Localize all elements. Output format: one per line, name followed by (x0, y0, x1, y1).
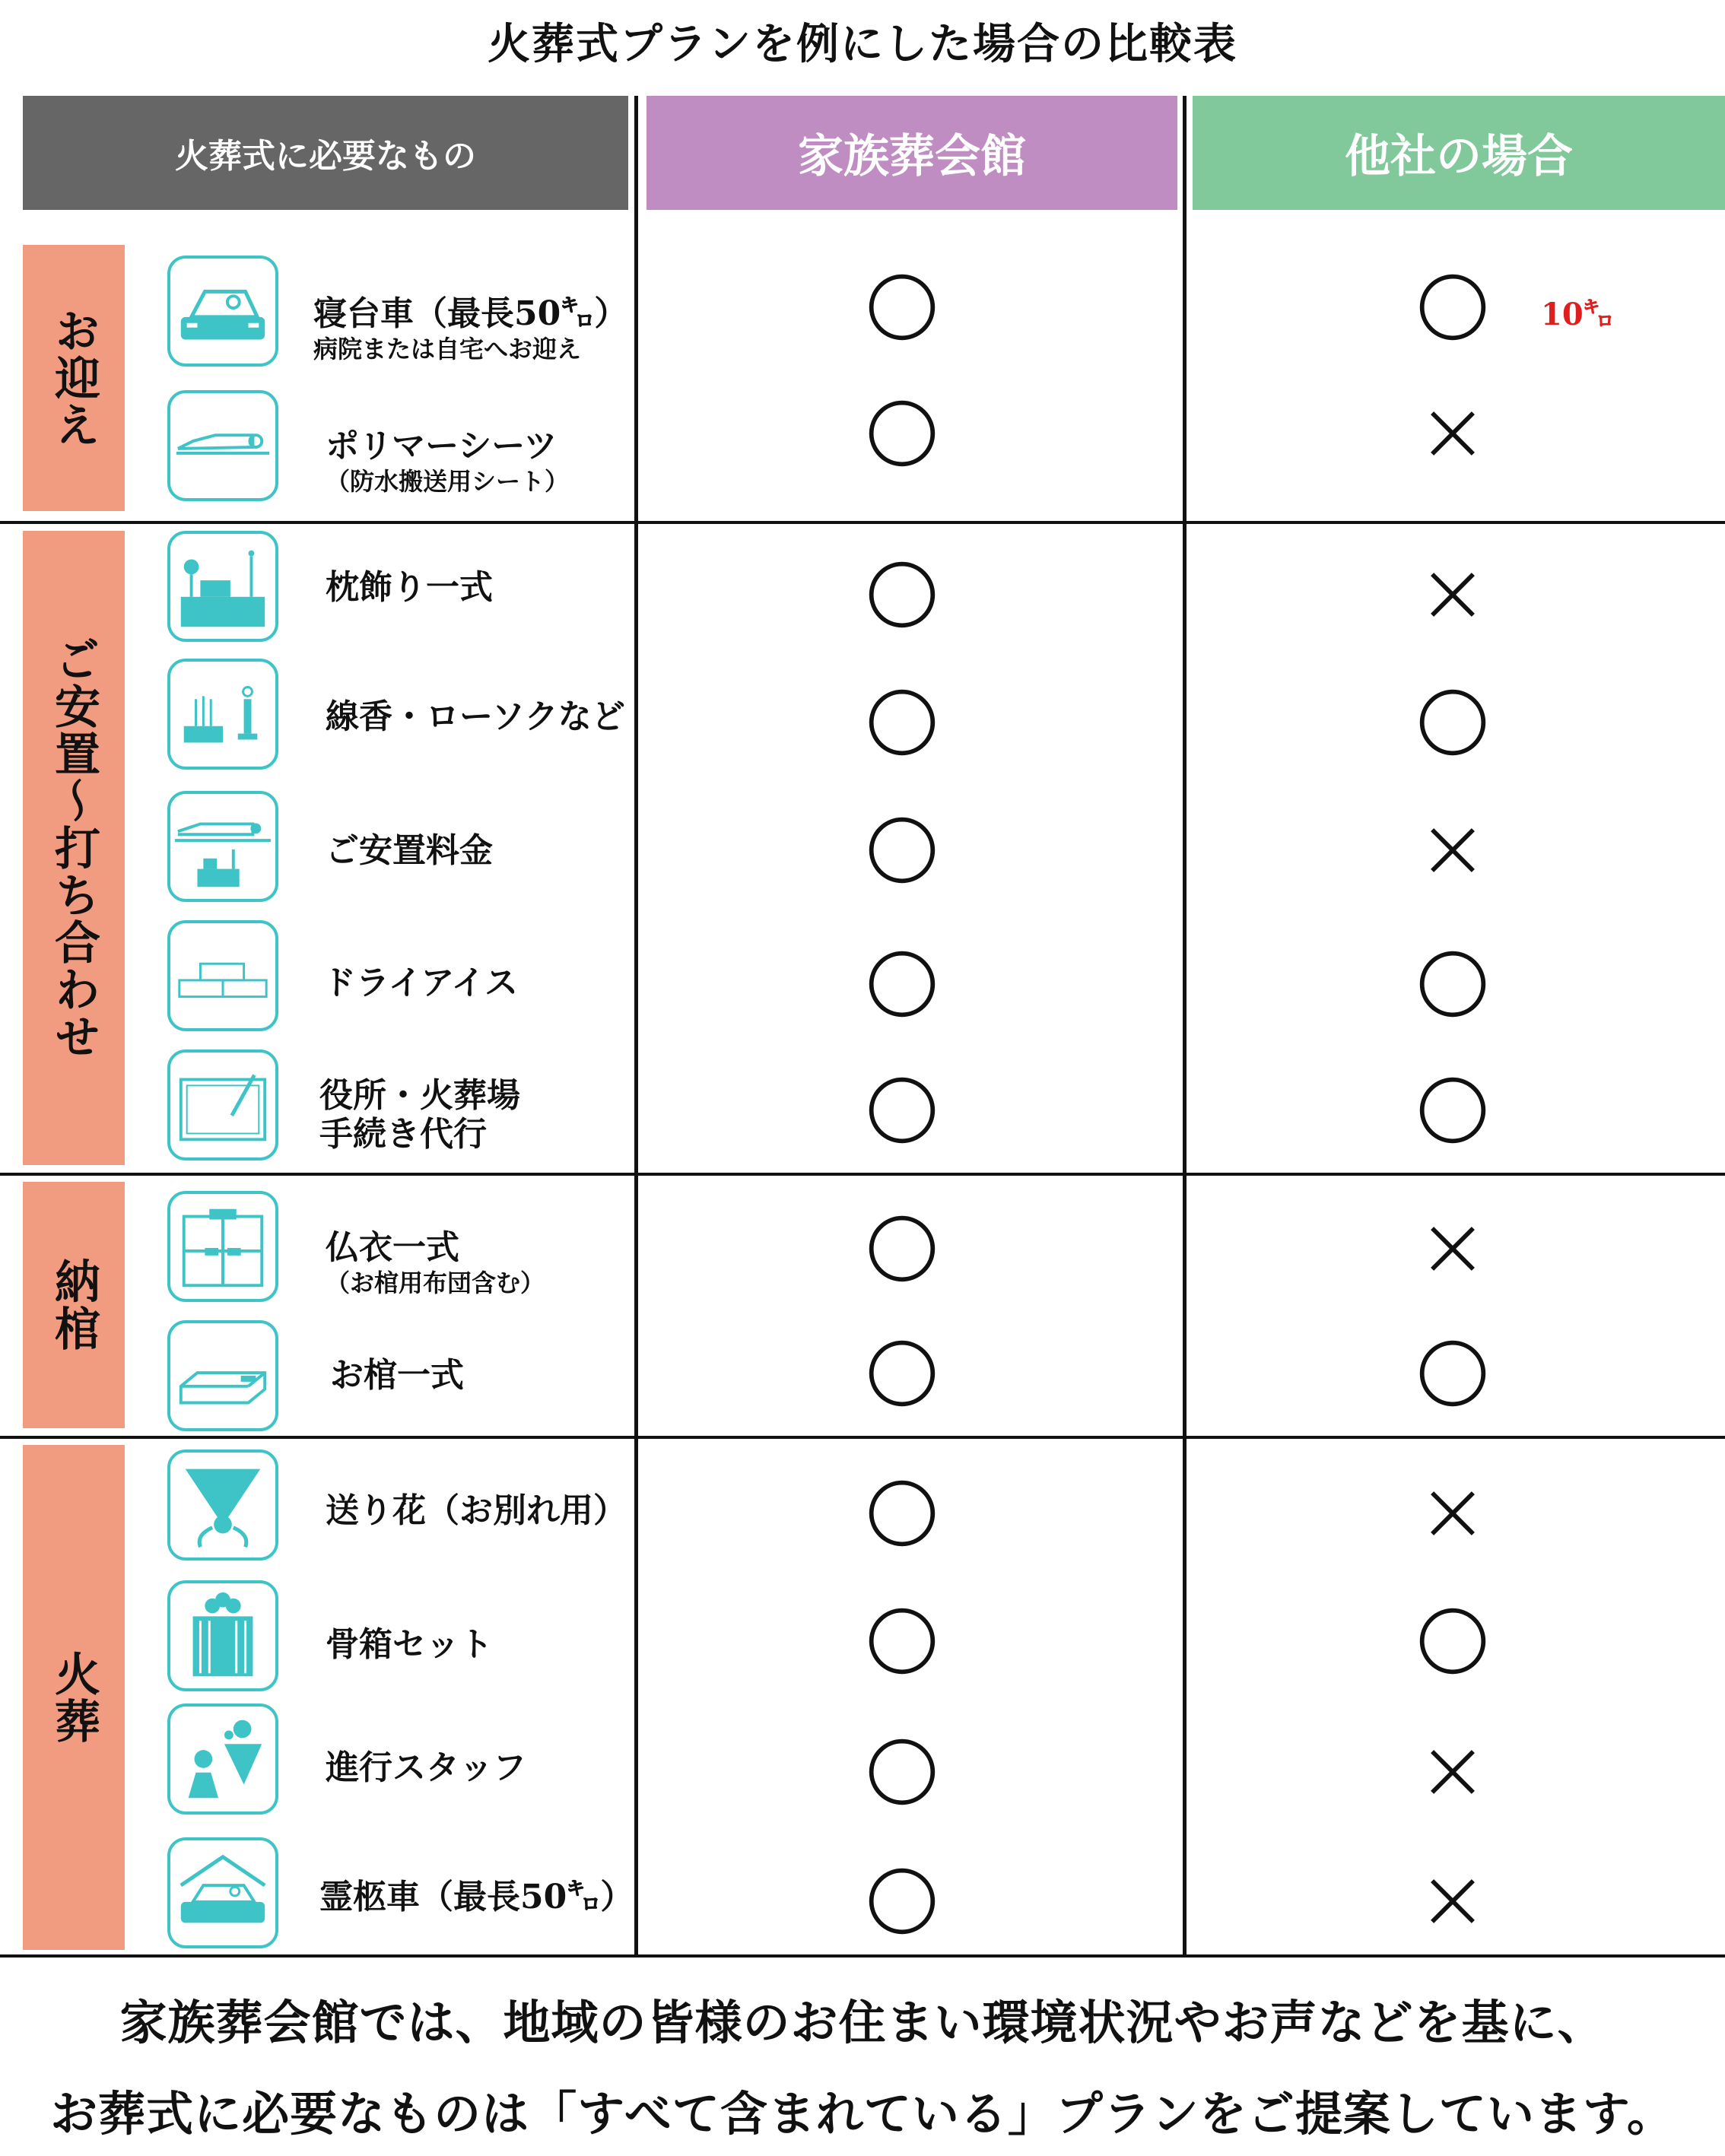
header-others: 他社の場合 (1193, 96, 1725, 210)
others-circle-mark (1416, 271, 1489, 344)
ours-circle-mark (866, 558, 939, 631)
ours-circle-mark (866, 397, 939, 470)
footer-line-1: 家族葬会館では、地域の皆様のお住まい環境状況やお声などを基に、 (119, 1995, 1606, 2050)
ours-circle-mark (866, 1212, 939, 1285)
ours-circle-mark (866, 1477, 939, 1550)
others-cross-mark (1416, 1735, 1489, 1808)
ours-circle-mark (866, 1735, 939, 1808)
row-label: 進行スタッフ (326, 1748, 526, 1787)
funeral-car-icon (167, 1837, 278, 1948)
category-nokan: 納棺 (23, 1182, 125, 1428)
others-circle-mark (1416, 948, 1489, 1021)
footer-line-2: お葬式に必要なものは「すべて含まれている」プランをご提案しています。 (50, 2086, 1675, 2142)
row-label: 送り花（お別れ用） (326, 1491, 627, 1530)
row-label: 枕飾り一式 (326, 568, 493, 607)
others-circle-mark (1416, 1074, 1489, 1147)
ours-circle-mark (866, 1865, 939, 1938)
row-label: お棺一式 (330, 1356, 464, 1395)
header-items: 火葬式に必要なもの (23, 96, 628, 210)
polymer-sheet-icon (167, 390, 278, 501)
category-omukae: お迎え (23, 245, 125, 511)
divider (1183, 96, 1187, 1958)
altar-decoration-icon (167, 531, 278, 642)
ours-circle-mark (866, 1074, 939, 1147)
row-label: 役所・火葬場 手続き代行 (319, 1076, 520, 1154)
others-cross-mark (1416, 1477, 1489, 1550)
divider (634, 96, 638, 1958)
staff-icon (167, 1704, 278, 1815)
resting-place-icon (167, 791, 278, 902)
divider (0, 521, 1725, 524)
category-kaso: 火葬 (23, 1445, 125, 1950)
hearse-car-icon (167, 256, 278, 367)
others-cross-mark (1416, 814, 1489, 887)
row-label: 仏衣一式 （お棺用布団含む） (326, 1228, 545, 1297)
divider (0, 1173, 1725, 1176)
others-cross-mark (1416, 1212, 1489, 1285)
burial-clothes-icon (167, 1191, 278, 1302)
urn-box-icon (167, 1580, 278, 1691)
ours-circle-mark (866, 1605, 939, 1678)
row-label: 線香・ローソクなど (326, 697, 625, 736)
ours-circle-mark (866, 814, 939, 887)
coffin-icon (167, 1320, 278, 1431)
ours-circle-mark (866, 686, 939, 759)
category-goanchi: ご安置～打ち合わせ (23, 531, 125, 1165)
row-label: 霊柩車（最長50㌔） (319, 1878, 634, 1916)
row-label: ポリマーシーツ （防水搬送用シート） (326, 427, 570, 496)
others-circle-mark (1416, 686, 1489, 759)
page-title: 火葬式プランを例にした場合の比較表 (488, 19, 1237, 69)
ours-circle-mark (866, 1337, 939, 1410)
divider (0, 1954, 1725, 1958)
distance-note: 10㌔ (1541, 297, 1614, 332)
incense-candle-icon (167, 659, 278, 770)
ours-circle-mark (866, 948, 939, 1021)
farewell-flowers-icon (167, 1450, 278, 1561)
others-cross-mark (1416, 558, 1489, 631)
others-circle-mark (1416, 1337, 1489, 1410)
row-label: ご安置料金 (326, 831, 493, 870)
row-label: ドライアイス (322, 964, 518, 1002)
others-cross-mark (1416, 1865, 1489, 1938)
divider (0, 1436, 1725, 1439)
dry-ice-icon (167, 920, 278, 1031)
header-ours: 家族葬会館 (646, 96, 1177, 210)
ours-circle-mark (866, 271, 939, 344)
others-cross-mark (1416, 397, 1489, 470)
row-label: 寝台車（最長50㌔） 病院または自宅へお迎え (313, 294, 628, 364)
row-label: 骨箱セット (326, 1625, 493, 1664)
paperwork-icon (167, 1049, 278, 1161)
others-circle-mark (1416, 1605, 1489, 1678)
